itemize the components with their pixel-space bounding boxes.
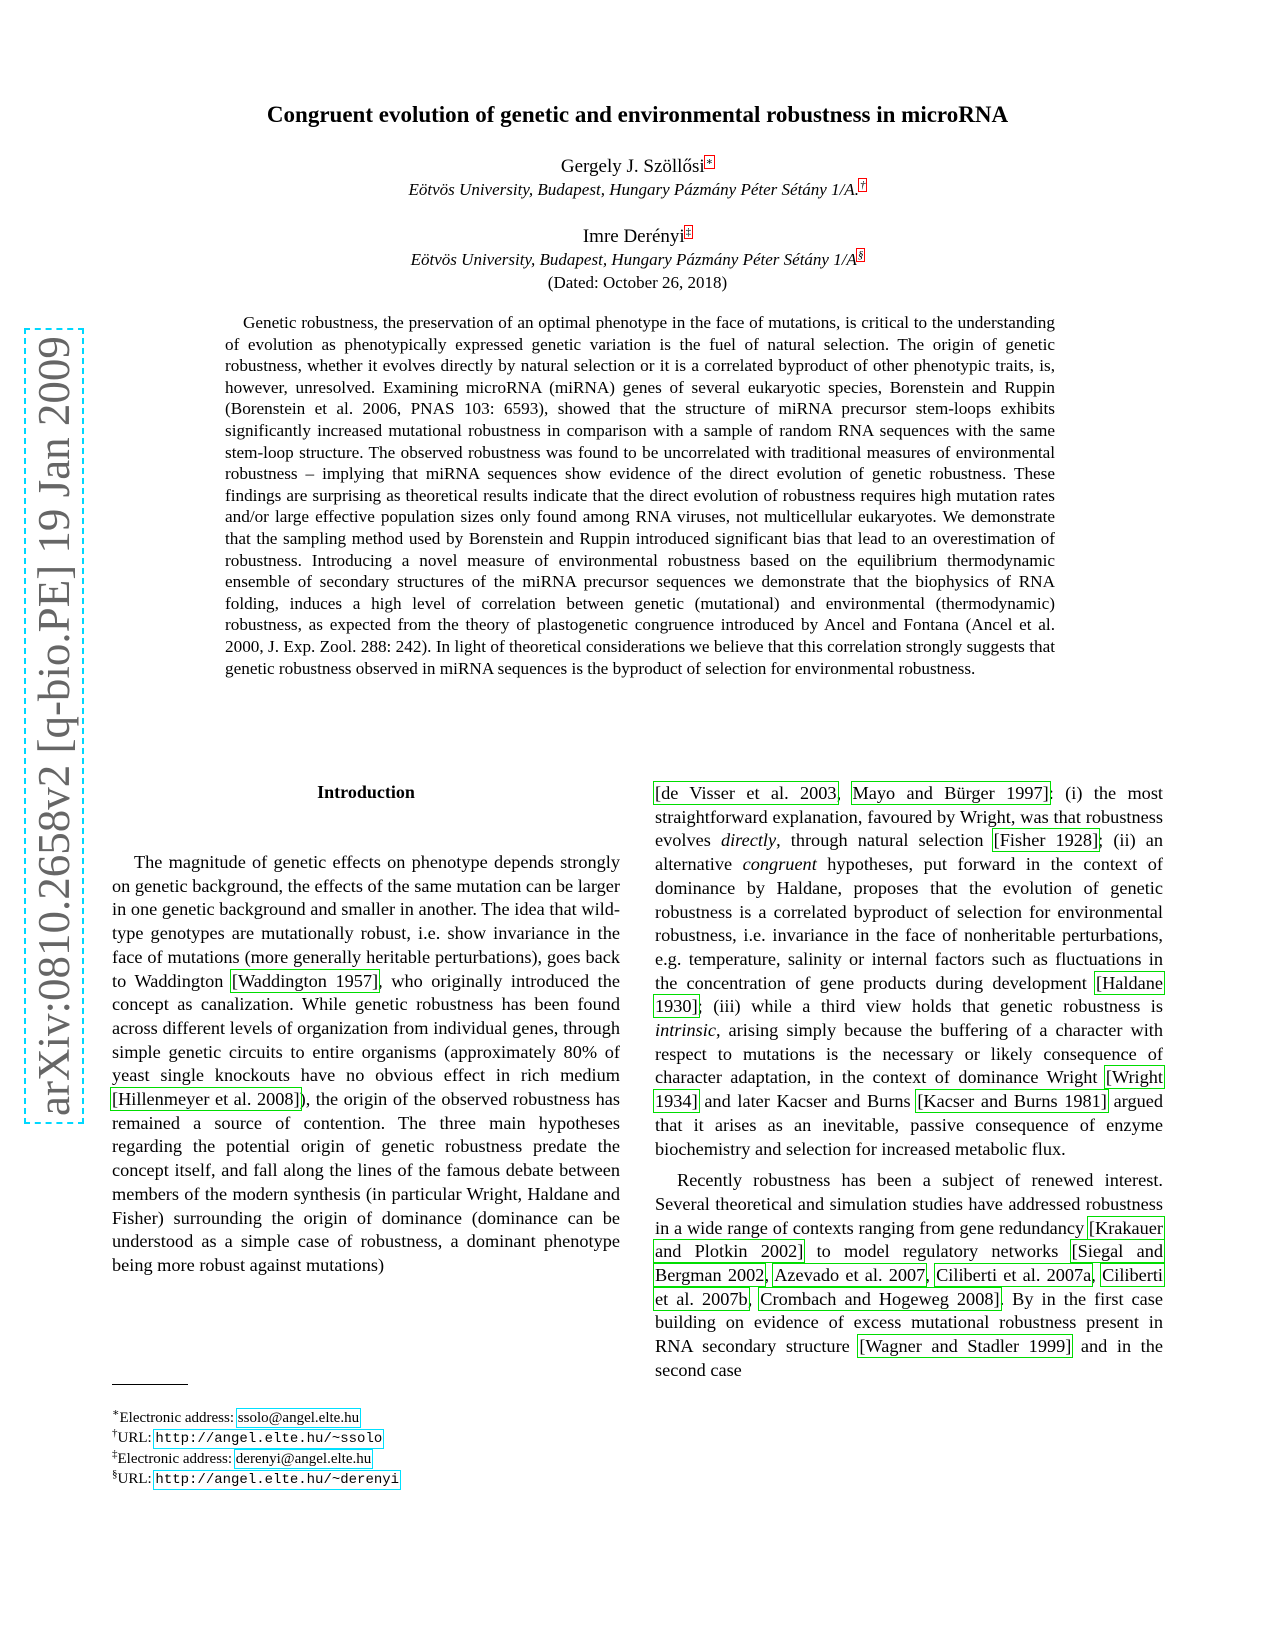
text-span: , — [1091, 1265, 1103, 1286]
citation-link[interactable]: Crombach and Hogeweg 2008] — [760, 1288, 1000, 1309]
email-link[interactable]: derenyi@angel.elte.hu — [235, 1451, 372, 1467]
text-span: , — [747, 1288, 761, 1309]
text-span: , who originally introduced the concept as canalization. While genetic robustness has been found across different levels of organization from individual genes, through simple genetic circuits to entire organisms (approximately 80% of yeast single knockouts have no obvious effect in rich medium — [112, 970, 620, 1086]
footnote-label: URL: — [117, 1471, 156, 1487]
citation-link[interactable]: Ciliberti et al. 2007a — [936, 1265, 1092, 1286]
footnote-4 — [112, 1469, 592, 1490]
right-column — [655, 782, 1163, 1383]
left-column — [112, 851, 620, 1278]
text-span: , — [764, 1265, 775, 1286]
footnote-rule — [112, 1384, 188, 1385]
url-link[interactable]: http://angel.elte.hu/~derenyi — [155, 1472, 400, 1488]
abstract-text: Genetic robustness, the preservation of an optimal phenotype in the face of mutations, is critical to the understanding of evolution as phenotypically expressed genetic variation is the fuel of natural selection. The origin of genetic robustness, whether it evolves directly by natural selection or it is a correlated byproduct of other phenotypic traits, is, however, unresolved. Examining microRNA (miRNA) genes of several eukaryotic species, Borenstein and Ruppin (Borenstein et al. 2006, PNAS 103: 6593), showed that the structure of miRNA precursor stem-loops exhibits significantly increased mutational robustness in comparison with a sample of random RNA sequences with the same stem-loop structure. The observed robustness was found to be uncorrelated with traditional measures of environmental robustness – implying that miRNA sequences show evidence of the direct evolution of genetic robustness. These findings are surprising as theoretical results indicate that the direct evolution of robustness requires high mutation rates and/or large effective population sizes only found among RNA viruses, not multicellular eukaryotes. We demonstrate that the sampling method used by Borenstein and Ruppin introduced significant bias that lead to an overestimation of robustness. Introducing a novel measure of environmental robustness based on the equilibrium thermodynamic ensemble of secondary structures of the miRNA precursor sequences we demonstrate that the biophysics of RNA folding, induces a high level of correlation between genetic (mutational) and environmental (thermodynamic) robustness, as expected from the theory of plastogenetic congruence introduced by Ancel and Fontana (Ancel et al. 2000, J. Exp. Zool. 288: 242). In light of theoretical considerations we believe that this correlation strongly suggests that genetic robustness observed in miRNA sequences is the byproduct of selection for environmental robustness. — [225, 313, 1055, 678]
text-span: hypotheses, put forward in the context of dominance by Haldane, proposes that the evolution of genetic robustness is a correlated byproduct of selection for environmental robustness, i.e. invariance in the face of nonheritable perturbations, e.g. temperature, salinity or internal factors such as fluctuations in the concentration of gene products during development — [655, 854, 1163, 993]
text-span: and in the second case — [655, 1336, 1163, 1380]
footnote-mark: ‡ — [112, 1448, 118, 1460]
citation-link[interactable]: [Haldane 1930] — [655, 972, 1163, 1017]
footnote-mark: § — [112, 1468, 118, 1480]
author-2-url-link[interactable]: § — [857, 249, 864, 262]
text-span: ), the origin of the observed robustness has remained a source of contention. The three main hypotheses regarding the potential origin of genetic robustness predate the concept itself, and fall along the lines of the famous debate between members of the modern synthesis (in particular Wright, Haldane and Fisher) surrounding the origin of dominance (dominance can be understood as a simple case of robustness, a dominant phenotype being more robust against mutations) — [112, 1089, 621, 1275]
arxiv-identifier[interactable]: arXiv:0810.2658v2 [q-bio.PE] 19 Jan 2009 — [28, 332, 80, 1120]
author-1-affiliation-text: Eötvös University, Budapest, Hungary Pázmány Péter Sétány 1/A. — [408, 180, 859, 199]
citation-link[interactable]: [Fisher 1928] — [993, 830, 1099, 851]
text-span: , through natural selection — [776, 830, 994, 851]
paper-title: Congruent evolution of genetic and environmental robustness in microRNA — [266, 102, 1009, 127]
author-1-url-link[interactable]: † — [859, 179, 866, 192]
footnote-label: Electronic address: — [119, 1410, 238, 1426]
footnote-label: URL: — [117, 1430, 156, 1446]
text-span: Recently robustness has been a subject of renewed interest. Several theoretical and simulation studies have addressed robustness in a wide range of contexts ranging from gene redundancy — [655, 1170, 1163, 1238]
citation-link[interactable]: Mayo and Bürger 1997] — [852, 783, 1049, 803]
footnote-1 — [112, 1408, 592, 1428]
emphasis: intrinsic — [655, 1020, 716, 1041]
citation-link[interactable]: [Siegal and Bergman 2002 — [655, 1241, 1163, 1286]
citation-link[interactable]: [Hillenmeyer et al. 2008] — [112, 1089, 300, 1110]
url-link[interactable]: http://angel.elte.hu/~ssolo — [155, 1431, 383, 1447]
author-2 — [0, 226, 1275, 248]
text-span: , — [925, 1265, 937, 1286]
abstract — [225, 312, 1055, 679]
text-span: . By in the first case building on evidence of excess mutational robustness present in RNA secondary structure — [655, 1288, 1164, 1357]
citation-link[interactable]: Azevado et al. 2007 — [774, 1265, 926, 1286]
citation-link[interactable]: [Wagner and Stadler 1999] — [859, 1336, 1072, 1357]
citation-link[interactable]: [Wright 1934] — [655, 1067, 1163, 1112]
footnote-mark: ∗ — [112, 1407, 120, 1419]
author-1-affiliation — [0, 180, 1275, 200]
emphasis: directly — [720, 830, 777, 851]
citation-link[interactable]: Ciliberti et al. 2007b — [655, 1265, 1164, 1309]
author-1-footnote-link[interactable]: ∗ — [705, 155, 714, 168]
footnote-label: Electronic address: — [117, 1451, 236, 1467]
text-span: : (i) the most straightforward explanation, favoured by Wright, was that robustness evolves — [655, 783, 1164, 851]
footnotes — [112, 1408, 592, 1490]
citation-link[interactable]: [Kacser and Burns 1981] — [917, 1091, 1107, 1112]
intro-paragraph-1 — [112, 851, 620, 1278]
text-span: , arising simply because the buffering of a character with respect to mutations is the necessary or likely consequence of character adaptation, in the context of dominance Wright — [655, 1020, 1163, 1088]
text-span: ; (ii) an alternative — [655, 830, 1163, 875]
author-1-name: Gergely J. Szöllősi — [560, 156, 705, 177]
date-line: (Dated: October 26, 2018) — [547, 273, 728, 292]
author-1 — [0, 156, 1275, 178]
section-heading-introduction: Introduction — [317, 782, 415, 802]
footnote-3 — [112, 1449, 592, 1469]
email-link[interactable]: ssolo@angel.elte.hu — [237, 1410, 360, 1426]
text-span: and later Kacser and Burns — [697, 1091, 918, 1112]
intro-paragraph-2 — [655, 1169, 1163, 1382]
author-2-name: Imre Derényi — [582, 226, 685, 247]
author-2-affiliation — [0, 250, 1275, 270]
text-span: to model regulatory networks — [803, 1241, 1072, 1262]
text-span: The magnitude of genetic effects on phenotype depends strongly on genetic background, the effects of the same mutation can be larger in one genetic background and smaller in another. The idea that wild-type genotypes are mutationally robust, i.e. show invariance in the face of mutations (more generally heritable perturbations), goes back to Waddington — [112, 852, 620, 991]
citation-link[interactable]: [de Visser et al. 2003 — [655, 783, 837, 803]
footnote-mark: † — [112, 1427, 118, 1439]
emphasis: congruent — [742, 854, 817, 875]
text-span: ; (iii) while a third view holds that genetic robustness is — [697, 996, 1163, 1017]
footnote-2 — [112, 1428, 592, 1449]
text-span: argued that it arises as an inevitable, passive consequence of enzyme biochemistry and selection for increased metabolic flux. — [655, 1091, 1163, 1159]
intro-paragraph-1-cont — [655, 782, 1163, 1161]
citation-link[interactable]: [Krakauer and Plotkin 2002] — [655, 1217, 1163, 1262]
author-2-affiliation-text: Eötvös University, Budapest, Hungary Pázmány Péter Sétány 1/A — [410, 250, 857, 269]
citation-link[interactable]: [Waddington 1957] — [231, 970, 379, 991]
author-2-footnote-link[interactable]: ‡ — [685, 225, 692, 238]
text-span: , — [836, 783, 853, 803]
